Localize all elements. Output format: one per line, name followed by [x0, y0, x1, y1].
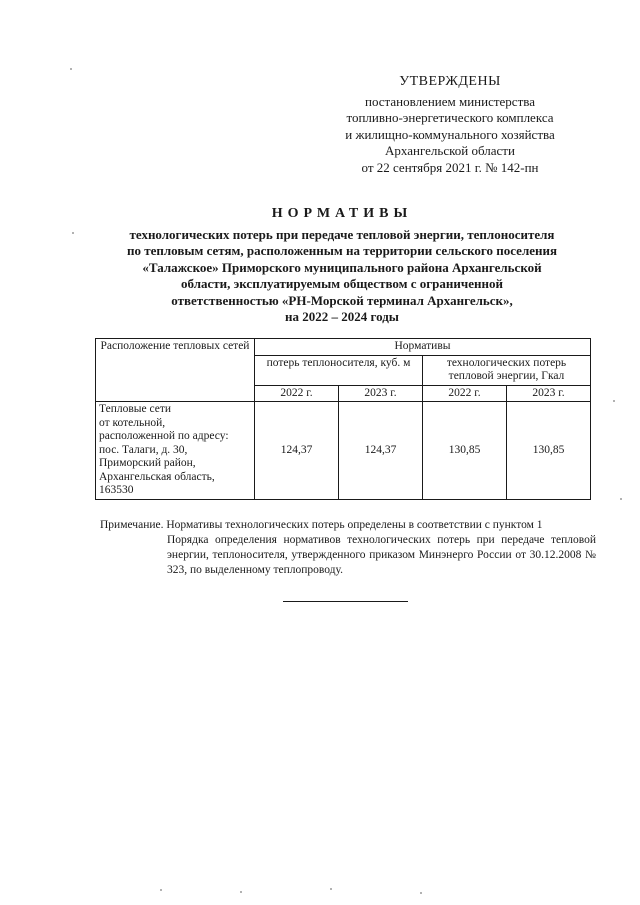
title-line: области, эксплуатируемым обществом с ограниченной [181, 276, 503, 291]
title-heading: НОРМАТИВЫ [271, 206, 413, 221]
cell-value: 130,85 [507, 402, 591, 500]
cell-value: 124,37 [339, 402, 423, 500]
scan-dot [70, 68, 72, 70]
location-line: 163530 [99, 484, 134, 496]
scan-dot [72, 232, 74, 234]
scan-dot [620, 498, 622, 500]
approval-line: и жилищно-коммунального хозяйства [345, 126, 555, 142]
title-line: технологических потерь при передаче тепловой энергии, теплоносителя [129, 226, 555, 242]
scan-dot [613, 400, 615, 402]
cell-value: 130,85 [423, 402, 507, 500]
header-location: Расположение тепловых сетей [96, 339, 255, 402]
header-norms: Нормативы [255, 339, 591, 356]
norms-table [95, 338, 591, 500]
title-line: ответственностью «РН-Морской терминал Архангельск», [171, 292, 513, 308]
location-line: Приморский район, [99, 457, 196, 469]
location-line: Тепловые сети [99, 403, 171, 415]
scan-dot [420, 892, 422, 894]
scan-dot [330, 888, 332, 890]
approval-heading: УТВЕРЖДЕНЫ [399, 74, 501, 89]
location-line: от котельной, [99, 416, 166, 429]
header-carrier-losses: потерь теплоносителя, куб. м [255, 355, 423, 385]
approval-line: топливно-энергетического комплекса [346, 110, 554, 125]
document-title [92, 206, 592, 326]
header-year: 2022 г. [255, 385, 339, 402]
header-year: 2022 г. [423, 385, 507, 402]
approval-block [300, 74, 600, 176]
scan-dot [160, 889, 162, 891]
footnote-first-text: Нормативы технологических потерь определены в соответствии с пунктом 1 [166, 519, 543, 531]
approval-line: от 22 сентября 2021 г. № 142-пн [361, 159, 539, 175]
header-heat-losses: технологических потерь тепловой энергии, Гкал [423, 355, 591, 385]
cell-value: 124,37 [255, 402, 339, 500]
title-line: по тепловым сетям, расположенным на территории сельского поселения [126, 243, 558, 258]
title-line: «Талажское» Приморского муниципального района Архангельской [142, 259, 542, 275]
scan-dot [240, 891, 242, 893]
footnote-first-line [100, 518, 596, 533]
cell-location [96, 402, 255, 500]
title-line: на 2022 – 2024 годы [285, 309, 399, 324]
footnote-rest: Порядка определения нормативов технологических потерь при передаче тепловой энергии, теплоносителя, утвержденного приказом Минэнерго России от 30.12.2008 № 323, по выделенному теплопроводу. [167, 534, 596, 576]
closing-separator [283, 601, 408, 602]
location-line: пос. Талаги, д. 30, [99, 443, 188, 456]
table-header-row [96, 339, 591, 356]
approval-line: Архангельской области [385, 143, 515, 158]
header-year: 2023 г. [507, 385, 591, 402]
footnote [100, 518, 596, 578]
location-line: Архангельская область, [99, 470, 215, 483]
approval-line: постановлением министерства [364, 93, 535, 109]
location-line: расположенной по адресу: [99, 430, 229, 442]
table-row [96, 402, 591, 500]
footnote-lead: Примечание. [100, 519, 164, 531]
header-year: 2023 г. [339, 385, 423, 402]
